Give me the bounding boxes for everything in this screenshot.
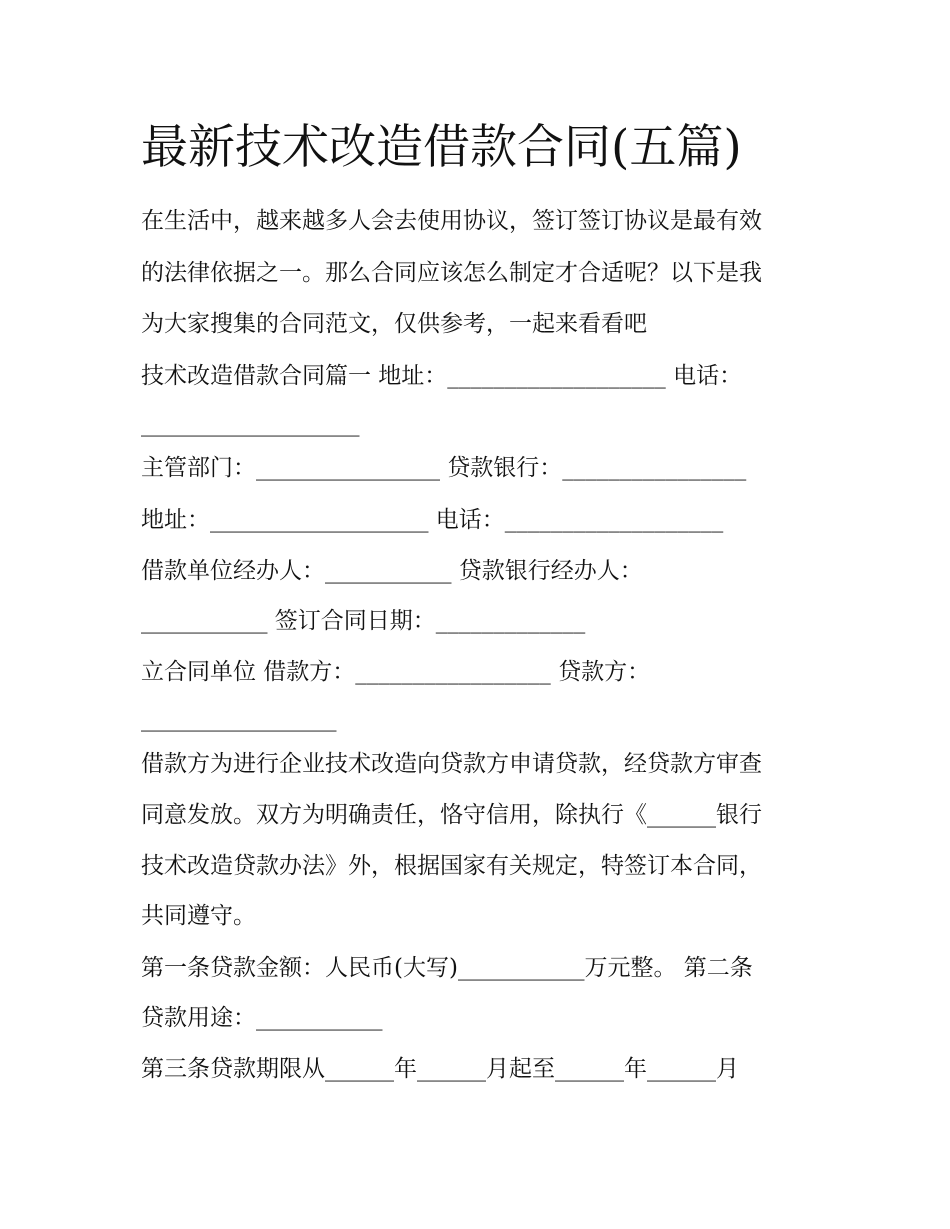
- paragraph-line: 主管部门：________________ 贷款银行：________________: [141, 455, 747, 481]
- paragraph-line: 地址：___________________ 电话：___________________: [141, 507, 724, 533]
- paragraph-line: 借款方为进行企业技术改造向贷款方申请贷款，经贷款方审查: [141, 751, 762, 777]
- paragraph-line: 在生活中，越来越多人会去使用协议，签订签订协议是最有效: [141, 208, 762, 234]
- paragraph-line: 同意发放。双方为明确责任，恪守信用，除执行《______银行: [141, 802, 762, 828]
- paragraph-line: 共同遵守。: [141, 903, 256, 929]
- paragraph-line: 立合同单位 借款方：_________________ 贷款方：: [141, 659, 651, 685]
- paragraph-line: 第三条贷款期限从______年______月起至______年______月: [141, 1056, 739, 1082]
- document-title: 最新技术改造借款合同(五篇): [141, 120, 742, 175]
- paragraph-line: _________________: [141, 706, 337, 732]
- paragraph-line: 贷款用途：___________: [141, 1005, 383, 1031]
- paragraph-line: 借款单位经办人：___________ 贷款银行经办人：: [141, 558, 643, 584]
- paragraph-line: 第一条贷款金额：人民币(大写)___________万元整。 第二条: [141, 955, 753, 981]
- paragraph-line: 的法律依据之一。那么合同应该怎么制定才合适呢？以下是我: [141, 260, 762, 286]
- paragraph-line: 为大家搜集的合同范文，仅供参考，一起来看看吧: [141, 311, 647, 337]
- paragraph-line: 技术改造贷款办法》外，根据国家有关规定，特签订本合同，: [141, 853, 762, 879]
- paragraph-line: ___________________: [141, 411, 360, 437]
- paragraph-line: ___________ 签订合同日期：_____________: [141, 608, 586, 634]
- paragraph-line: 技术改造借款合同篇一 地址：___________________ 电话：: [141, 363, 743, 389]
